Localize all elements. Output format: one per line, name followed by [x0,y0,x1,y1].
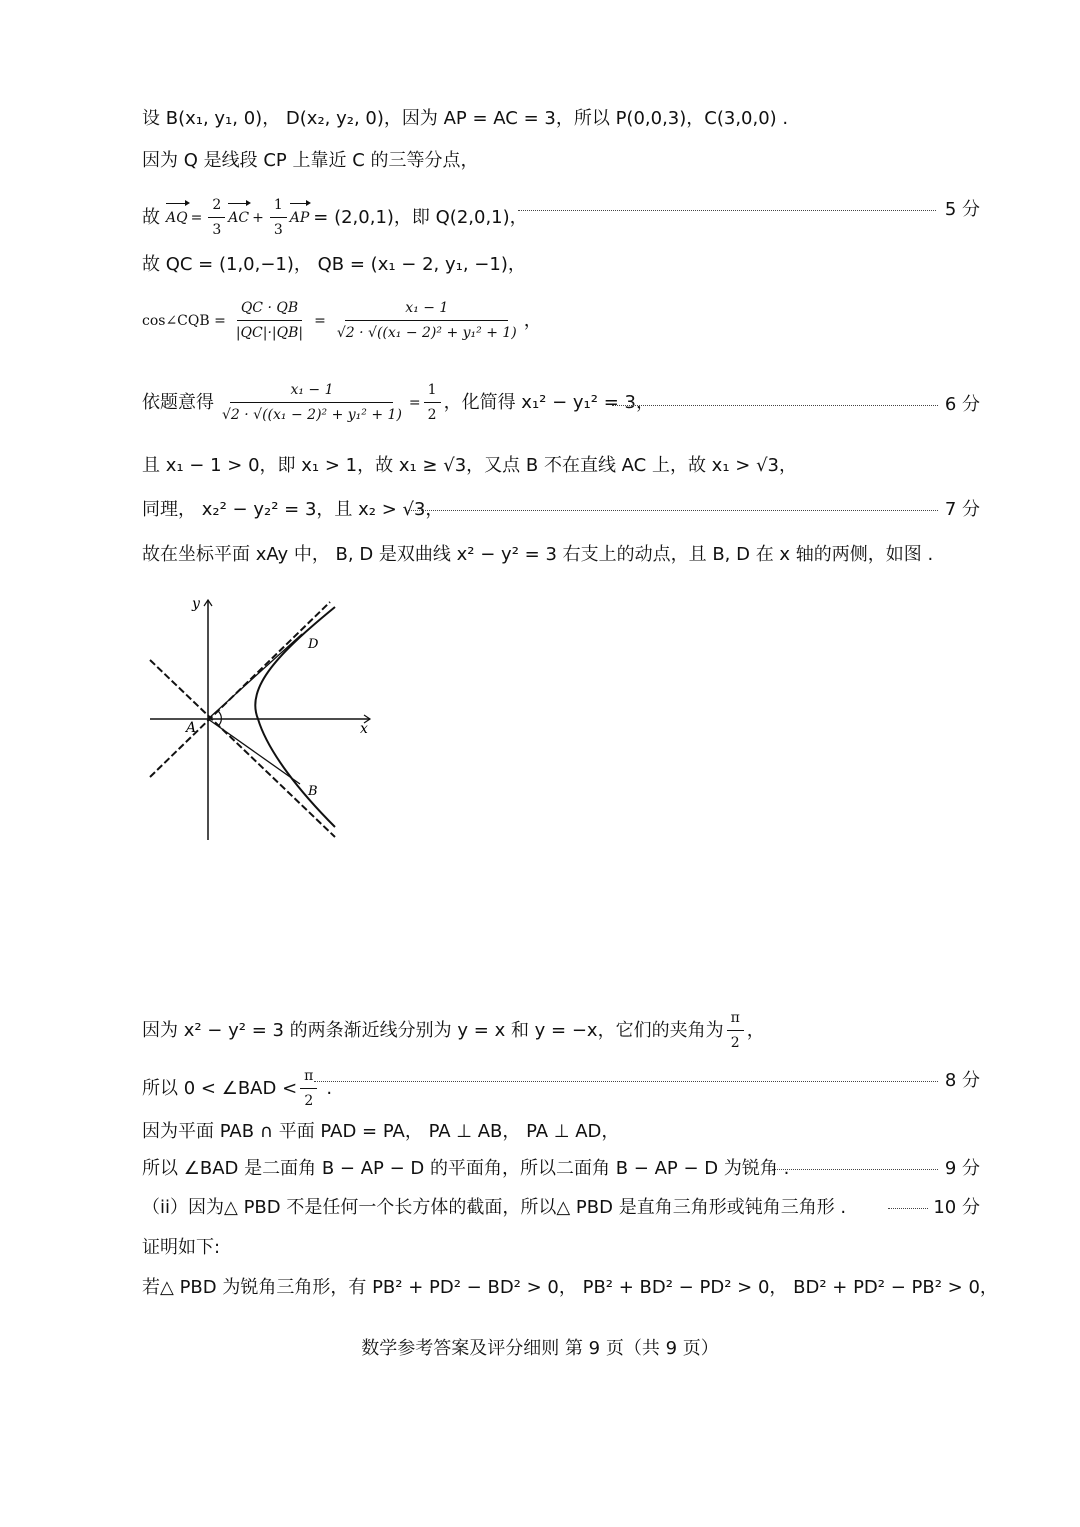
text-line-12: 因为平面 PAB ∩ 平面 PAD = PA， PA ⊥ AB， PA ⊥ AD， [142,1121,620,1142]
text-line-5 [142,296,542,345]
fraction-pi-over-2 [727,1006,744,1055]
x-axis-label: x [360,721,368,737]
score-leader [314,1081,938,1082]
score-10: 10 分 [933,1197,980,1218]
line11-text: 所以 0 < ∠BAD < [142,1077,298,1099]
score-9: 9 分 [944,1158,980,1179]
equals-sign: = [408,394,421,411]
fraction-denominator: 2 [427,407,437,423]
score-7: 7 分 [944,499,980,520]
text-line-15: 证明如下: [142,1237,221,1258]
text-line-9: 故在坐标平面 xAy 中， B, D 是双曲线 x² − y² = 3 右支上的动点，且 B, D 在 x 轴的两侧，如图 . [142,544,934,565]
vector-ac: AC [228,206,249,230]
condition-numerator: x₁ − 1 [230,378,393,403]
equals-sign: = [190,209,203,226]
ray-ab [208,719,300,784]
cos-denominator-2: √2 · √((x₁ − 2)² + y₁² + 1) [336,325,517,341]
point-b-label: B [308,784,318,799]
plus-sign: + [252,209,264,226]
fraction-half [424,378,441,427]
score-leader [612,405,938,406]
line10-text: 因为 x² − y² = 3 的两条渐近线分别为 y = x 和 y = −x，它们的夹角为 [142,1019,724,1041]
text-line-1: 设 B(x₁, y₁, 0)， D(x₂, y₂, 0)，因为 AP = AC = 3，所以 P(0,0,3)，C(3,0,0) . [142,108,789,129]
fraction-pi-over-2 [300,1064,317,1113]
fraction-numerator: π [300,1064,317,1089]
vector-ap: AP [290,206,310,230]
fraction-two-thirds [208,193,225,242]
fraction-numerator: 1 [270,193,287,218]
score-leader [772,1169,938,1170]
asymptote-y-eq-neg-x [150,660,335,837]
point-a-label: A [186,720,197,736]
line10-end: ， [746,1019,765,1041]
hyperbola-figure [140,592,380,842]
cos-denominator: |QC|·|QB| [235,325,304,341]
cos-fraction-1 [232,296,307,345]
text-line-4: 故 QC = (1,0,−1)， QB = (x₁ − 2, y₁, −1)， [142,254,526,275]
text-line-2: 因为 Q 是线段 CP 上靠近 C 的三等分点， [142,150,479,171]
cos-end: ， [523,309,542,331]
score-6: 6 分 [944,394,980,415]
score-leader [888,1208,928,1209]
condition-denominator: √2 · √((x₁ − 2)² + y₁² + 1) [222,407,402,423]
vector-aq: AQ [166,206,188,230]
text-line-6 [142,378,654,427]
text-line-8: 同理， x₂² − y₂² = 3，且 x₂ > √3， [142,499,444,520]
fraction-denominator: 3 [212,222,222,238]
line11-end: . [326,1077,333,1099]
fraction-numerator: π [727,1006,744,1031]
line6-tail: ，化简得 x₁² − y₁² = 3， [443,391,654,413]
fraction-one-third [270,193,287,242]
page-footer: 数学参考答案及评分细则 第 9 页（共 9 页） [361,1338,719,1359]
text-line-10 [142,1006,765,1055]
fraction-denominator: 2 [730,1035,740,1051]
text-line-14: （ii）因为△ PBD 不是任何一个长方体的截面，所以△ PBD 是直角三角形或钝角三角形 . [142,1197,847,1218]
score-leader [408,510,938,511]
text-line-3 [142,193,528,242]
text-line-11 [142,1064,332,1113]
equals-sign: = [314,312,326,329]
fraction-denominator: 3 [273,222,283,238]
fraction-numerator: 2 [208,193,225,218]
condition-fraction [218,378,406,427]
fraction-denominator: 2 [304,1093,314,1109]
text-line-7: 且 x₁ − 1 > 0，即 x₁ > 1，故 x₁ ≥ √3，又点 B 不在直线 AC 上，故 x₁ > √3， [142,455,797,476]
fraction-numerator: 1 [424,378,441,403]
text-line-13: 所以 ∠BAD 是二面角 B − AP − D 的平面角，所以二面角 B − AP − D 为锐角 . [142,1158,790,1179]
point-d-label: D [308,637,319,652]
cos-numerator-2: x₁ − 1 [345,296,508,321]
y-axis-label: y [192,596,200,612]
score-8: 8 分 [944,1070,980,1091]
line6-prefix: 依题意得 [142,391,214,413]
score-leader [518,210,936,211]
cos-label: cos∠CQB = [142,312,226,329]
cos-fraction-2 [333,296,521,345]
line3-result: = (2,0,1)，即 Q(2,0,1)， [313,206,528,228]
text-line-16: 若△ PBD 为锐角三角形，有 PB² + PD² − BD² > 0， PB² + BD² − PD² > 0， BD² + PD² − PB² > 0， [142,1277,998,1298]
score-5: 5 分 [944,199,980,220]
line3-prefix: 故 [142,206,160,228]
cos-numerator: QC · QB [237,296,302,321]
